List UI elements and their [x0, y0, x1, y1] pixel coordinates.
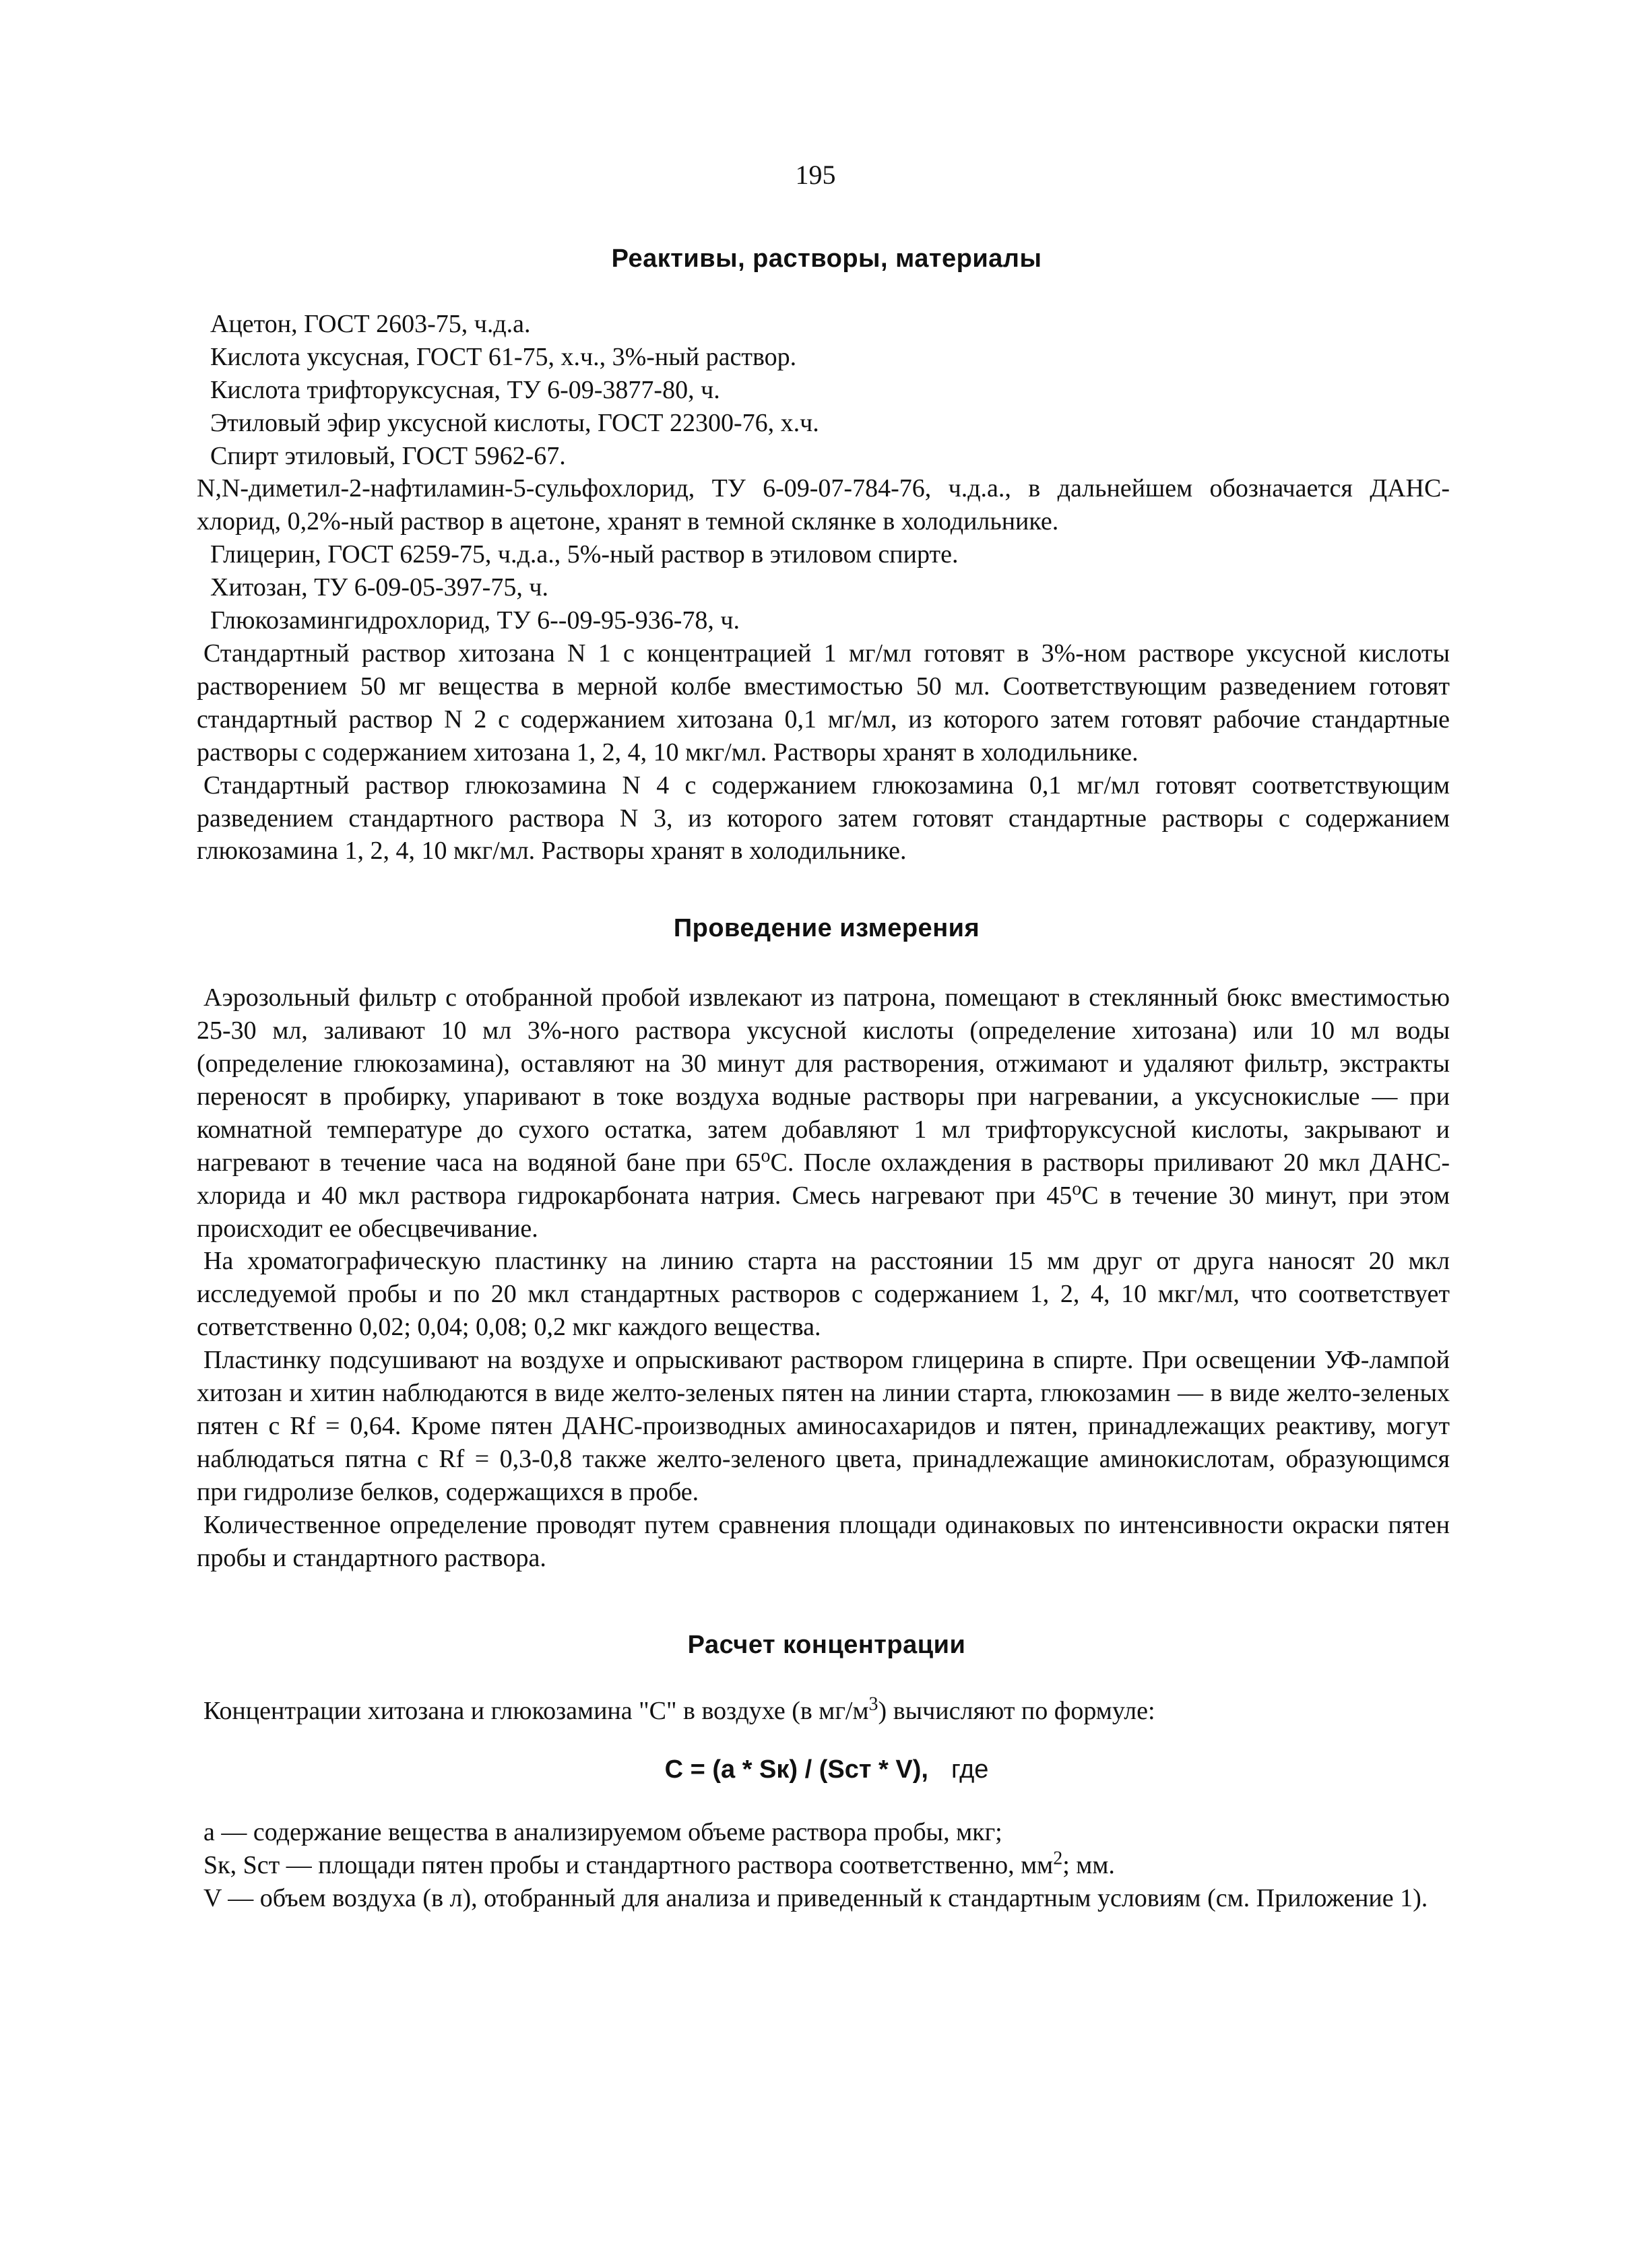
standard-solution-paragraph: Стандартный раствор хитозана N 1 с концентрацией 1 мг/мл готовят в 3%-ном растворе уксусной кислоты растворением 50 мг вещества в мерной колбе вместимостью 50 мл. Соответствующим разведением готовят стандартный раствор N 2 с содержанием хитозана 0,1 мг/мл, из которого затем готовят рабочие стандартные растворы с содержанием хитозана 1, 2, 4, 10 мкг/мл. Растворы хранят в холодильнике.	[197, 639, 1450, 767]
heading-measurement: Проведение измерения	[673, 914, 980, 943]
definition-a: а — содержание вещества в анализируемом объеме раствора пробы, мкг;	[203, 1818, 1002, 1847]
page-number: 195	[795, 160, 836, 190]
definition-s: Sк, Sст — площади пятен пробы и стандартного раствора соответственно, $мм^2$; мм.	[203, 1848, 1115, 1880]
reagent-item: Этиловый эфир уксусной кислоты, ГОСТ 22300-76, х.ч.	[210, 408, 819, 437]
reagent-item: Спирт этиловый, ГОСТ 5962-67.	[210, 441, 566, 470]
heading-reagents: Реактивы, растворы, материалы	[611, 245, 1042, 273]
standard-solution-paragraph: Стандартный раствор глюкозамина N 4 с содержанием глюкозамина 0,1 мг/мл готовят соответствующим разведением стандартного раствора N 3, из которого затем готовят стандартные растворы с содержанием глюкозамина 1, 2, 4, 10 мкг/мл. Растворы хранят в холодильнике.	[197, 771, 1450, 866]
heading-calculation: Расчет концентрации	[687, 1630, 966, 1659]
calculation-intro: Концентрации хитозана и глюкозамина "С" в воздухе (в $мг/м^3$) вычисляют по формуле:	[203, 1693, 1155, 1726]
concentration-formula: С = (а * Sк) / (Sст * V), где	[664, 1755, 989, 1784]
definition-v: V — объем воздуха (в л), отобранный для анализа и приведенный к стандартным условиям (см. Приложение 1).	[203, 1884, 1428, 1913]
reagent-item: N,N-диметил-2-нафтиламин-5-сульфохлорид, ТУ 6-09-07-784-76, ч.д.а., в дальнейшем обозначается ДАНС-хлорид, 0,2%-ный раствор в ацетоне, хранят в темной склянке в холодильнике.	[197, 474, 1450, 536]
reagent-item: Хитозан, ТУ 6-09-05-397-75, ч.	[210, 573, 548, 602]
measurement-paragraph: Количественное определение проводят путем сравнения площади одинаковых по интенсивности окраски пятен пробы и стандартного раствора.	[197, 1510, 1450, 1572]
page-content	[197, 242, 1450, 1915]
measurement-paragraph: На хроматографическую пластинку на линию старта на расстоянии 15 мм друг от друга наносят 20 мкл исследуемой пробы и по 20 мкл стандартных растворов с содержанием 1, 2, 4, 10 мкг/мл, что соответствует сответственно 0,02; 0,04; 0,08; 0,2 мкг каждого вещества.	[197, 1247, 1450, 1342]
reagent-item: Ацетон, ГОСТ 2603-75, ч.д.а.	[210, 309, 531, 338]
reagent-item: Глицерин, ГОСТ 6259-75, ч.д.а., 5%-ный раствор в этиловом спирте.	[210, 540, 959, 569]
formula-where: где	[951, 1755, 989, 1784]
measurement-paragraph: Пластинку подсушивают на воздухе и опрыскивают раствором глицерина в спирте. При освещении УФ-лампой хитозан и хитин наблюдаются в виде желто-зеленых пятен на линии старта, глюкозамин — в виде желто-зеленых пятен с Rf = 0,64. Кроме пятен ДАНС-производных аминосахаридов и пятен, принадлежащих реактиву, могут наблюдаться пятна с Rf = 0,3-0,8 также желто-зеленого цвета, принадлежащие аминокислотам, образующимся при гидролизе белков, содержащихся в пробе.	[197, 1346, 1450, 1506]
reagent-item: Кислота трифторуксусная, ТУ 6-09-3877-80, ч.	[210, 375, 720, 404]
measurement-paragraph: Аэрозольный фильтр с отобранной пробой извлекают из патрона, помещают в стеклянный бюкс вместимостью 25-30 мл, заливают 10 мл 3%-ного раствора уксусной кислоты (определение хитозана) или 10 мл воды (определение глюкозамина), оставляют на 30 минут для растворения, отжимают и удаляют фильтр, экстракты переносят в пробирку, упаривают в токе воздуха водные растворы при нагревании, а уксуснокислые — при комнатной температуре до сухого остатка, затем добавляют 1 мл трифторуксусной кислоты, закрывают и нагревают в течение часа на водяной бане при 65$^o$С. После охлаждения в растворы приливают 20 мкл ДАНС-хлорида и 40 мкл раствора гидрокарбоната натрия. Смесь нагревают при 45$^o$С в течение 30 минут, при этом происходит ее обесцвечивание.	[197, 983, 1450, 1243]
reagent-item: Глюкозамингидрохлорид, ТУ 6--09-95-936-78, ч.	[210, 606, 740, 635]
reagent-item: Кислота уксусная, ГОСТ 61-75, х.ч., 3%-ный раствор.	[210, 342, 797, 371]
